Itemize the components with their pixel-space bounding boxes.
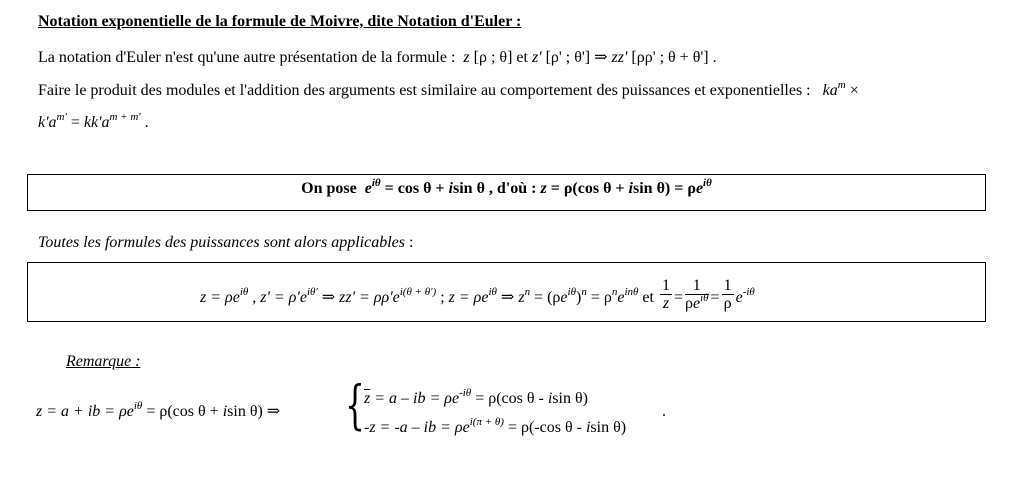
imag-i: i bbox=[628, 180, 633, 197]
def-rhs-2: = ρ(cos θ + bbox=[546, 180, 629, 197]
definition-formula bbox=[28, 177, 985, 198]
case2-trig-end: sin θ) bbox=[590, 419, 627, 436]
formula-z: z = ρ bbox=[200, 289, 233, 307]
powers-formulas bbox=[200, 277, 755, 316]
imag-i: i bbox=[222, 403, 228, 420]
e-exponent: inθ bbox=[624, 286, 639, 299]
equals: = bbox=[673, 289, 683, 307]
z-bar: $\overline{z}$ bbox=[364, 390, 371, 407]
exp-m: m bbox=[837, 79, 846, 91]
e-exponent: iθ' bbox=[306, 286, 318, 299]
fraction-1-over-rho bbox=[722, 277, 734, 312]
def-rhs-1: = cos θ + bbox=[380, 180, 449, 197]
var-z: z bbox=[463, 49, 470, 66]
e-symbol: e bbox=[735, 289, 743, 307]
e-exponent: iθ bbox=[700, 292, 709, 304]
e-exponent: i(π + θ) bbox=[469, 416, 504, 428]
powers-intro bbox=[38, 234, 413, 252]
case1-expr: = a – ib = ρ bbox=[370, 390, 452, 407]
implies-symbol: ⇒ bbox=[496, 289, 519, 307]
formula-zzprime: zz' = ρρ' bbox=[339, 289, 393, 307]
var-z: z bbox=[540, 180, 547, 197]
product-text: Faire le produit des modules et l'addition des arguments est similaire au comportement des puissances et exponentielles : bbox=[38, 82, 811, 99]
e-exponent: iθ bbox=[488, 286, 497, 299]
exp-n: n bbox=[581, 286, 587, 299]
fraction-1-over-rhoe bbox=[685, 277, 709, 312]
lhs-expr: z = a + ib = ρ bbox=[36, 403, 127, 420]
powers-intro-text: Toutes les formules des puissances sont alors applicables bbox=[38, 234, 405, 251]
fraction-1-over-z bbox=[660, 277, 672, 312]
case1-trig: = ρ(cos θ - bbox=[471, 390, 548, 407]
intro-line-product-cont bbox=[38, 111, 149, 132]
exp-n: n bbox=[524, 286, 531, 299]
case2-expr: -z = -a – ib = ρ bbox=[364, 419, 463, 436]
expr-kpa: k'a bbox=[38, 114, 57, 131]
case2-trig: = ρ(-cos θ - bbox=[503, 419, 586, 436]
e-exponent: iθ bbox=[239, 286, 249, 299]
definition-box bbox=[27, 174, 986, 211]
exp-sum: m + m' bbox=[109, 111, 141, 123]
e-symbol: e bbox=[299, 289, 307, 307]
remarque-heading: Remarque : bbox=[66, 353, 141, 370]
equals: = bbox=[66, 114, 84, 131]
z-args: [ρ ; θ] et bbox=[469, 49, 532, 66]
frac-num: 1 bbox=[661, 277, 670, 294]
var-zprime: z' bbox=[531, 49, 542, 66]
e-exponent: iθ bbox=[567, 286, 576, 299]
e-symbol: e bbox=[692, 295, 701, 312]
frac-num: 1 bbox=[685, 277, 709, 295]
case1-trig-end: sin θ) bbox=[552, 390, 588, 407]
frac-den bbox=[684, 292, 709, 312]
e-symbol: e bbox=[617, 289, 625, 307]
e-symbol: e bbox=[560, 289, 568, 307]
def-sin-1: sin θ , d'où : bbox=[453, 180, 541, 197]
imag-i: i bbox=[448, 180, 453, 197]
separator: ; bbox=[436, 289, 449, 307]
end-period: . bbox=[662, 403, 666, 420]
e-symbol: e bbox=[695, 180, 704, 197]
intro-text: La notation d'Euler n'est qu'une autre présentation de la formule : bbox=[38, 49, 456, 66]
e-symbol: e bbox=[462, 419, 470, 436]
e-exponent: iθ bbox=[133, 400, 143, 412]
intro-line-notation bbox=[38, 47, 717, 67]
e-symbol: e bbox=[364, 180, 372, 197]
formula-zn: z bbox=[518, 289, 525, 307]
exp-mprime: m' bbox=[56, 111, 67, 123]
e-exponent: -iθ bbox=[742, 286, 755, 299]
zprime-args: [ρ' ; θ'] bbox=[541, 49, 595, 66]
on-pose-label: On pose bbox=[301, 180, 357, 197]
rho: ρ bbox=[684, 295, 693, 312]
powers-intro-colon: : bbox=[404, 234, 414, 251]
imag-i: i bbox=[547, 390, 553, 407]
e-exponent: i(θ + θ') bbox=[399, 286, 437, 299]
formula-part: ) bbox=[575, 289, 582, 307]
lhs-trig: = ρ(cos θ + bbox=[142, 403, 223, 420]
frac-den: ρ bbox=[723, 295, 732, 312]
formula-z: z = ρ bbox=[448, 289, 482, 307]
formula-part: = ρ bbox=[586, 289, 612, 307]
def-sin-2: sin θ) = ρ bbox=[633, 180, 696, 197]
frac-num: 1 bbox=[723, 277, 732, 294]
implies-symbol: ⇒ bbox=[317, 289, 340, 307]
formula-zprime: , z' = ρ' bbox=[248, 289, 300, 307]
var-zzprime: zz' bbox=[611, 49, 628, 66]
equals: = bbox=[710, 289, 720, 307]
implies-symbol: ⇒ bbox=[594, 49, 608, 66]
e-symbol: e bbox=[481, 289, 489, 307]
powers-box bbox=[27, 262, 986, 322]
e-symbol: e bbox=[392, 289, 400, 307]
expr-ka: ka bbox=[822, 82, 838, 99]
e-exponent: iθ bbox=[371, 177, 381, 189]
remarque-lhs bbox=[36, 401, 280, 421]
e-exponent: iθ bbox=[703, 177, 712, 189]
expr-kkpa: kk'a bbox=[83, 114, 110, 131]
period: . bbox=[140, 114, 149, 131]
times-symbol: × bbox=[845, 82, 859, 99]
frac-den: z bbox=[662, 295, 670, 312]
et-word: et bbox=[638, 289, 658, 307]
intro-line-product bbox=[38, 79, 859, 100]
case-conjugate bbox=[364, 387, 588, 408]
e-symbol: e bbox=[451, 390, 460, 407]
page-heading: Notation exponentielle de la formule de Moivre, dite Notation d'Euler : bbox=[38, 13, 522, 30]
e-exponent: -iθ bbox=[459, 387, 472, 399]
lhs-trig-end: sin θ) ⇒ bbox=[227, 403, 281, 420]
left-brace: { bbox=[345, 376, 365, 436]
exp-n: n bbox=[611, 286, 618, 299]
formula-part: = (ρ bbox=[530, 289, 561, 307]
case-opposite bbox=[364, 416, 627, 437]
e-symbol: e bbox=[126, 403, 134, 420]
imag-i: i bbox=[585, 419, 591, 436]
zzprime-args: [ρρ' ; θ + θ'] . bbox=[627, 49, 717, 66]
e-symbol: e bbox=[232, 289, 240, 307]
